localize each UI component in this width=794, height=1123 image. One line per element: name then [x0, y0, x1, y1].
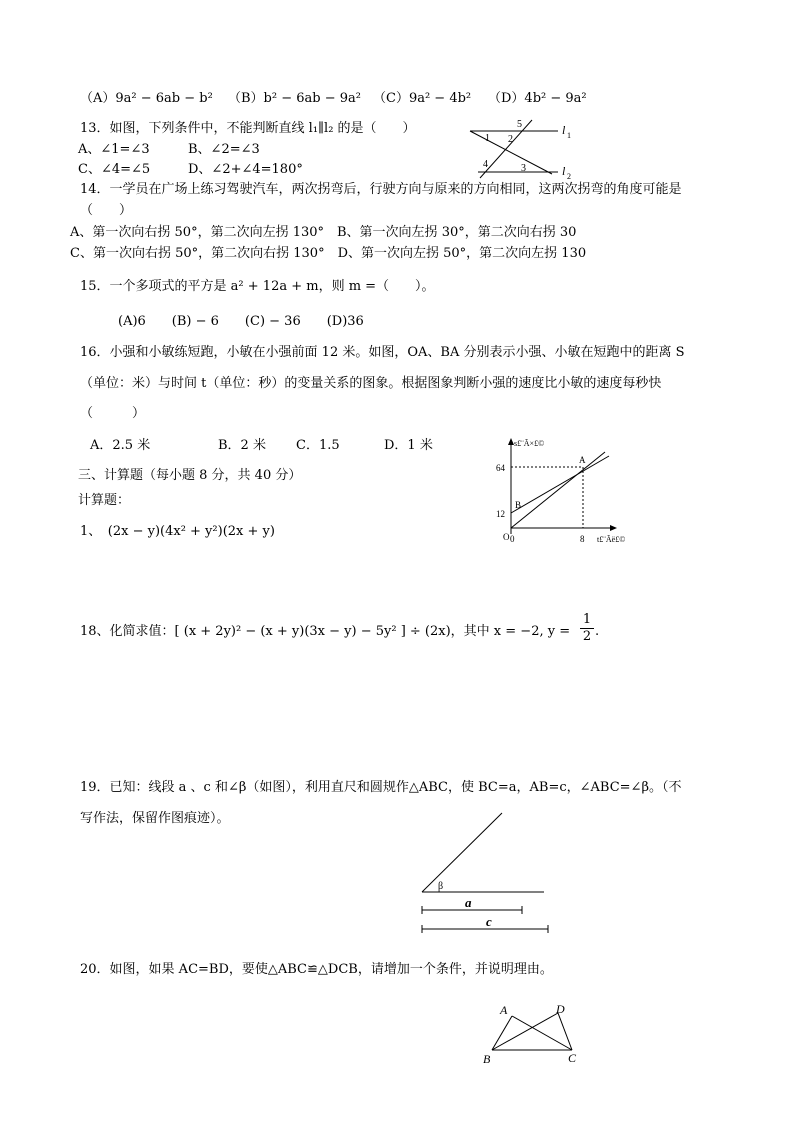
q13-option-a: A、∠1=∠3	[78, 142, 150, 157]
label-l2-sub: 2	[567, 172, 571, 181]
tick-8: 8	[580, 534, 585, 544]
line-OA	[511, 452, 605, 528]
y-axis-label: s£¨Ã×£©	[514, 439, 545, 448]
label-n4: 4	[483, 159, 488, 170]
q13-option-d: D、∠2+∠4=180°	[188, 162, 303, 177]
q16-option-a: A．2.5 米	[90, 438, 151, 453]
tick-64: 64	[496, 463, 505, 473]
vertex-C: C	[568, 1051, 577, 1065]
q14-paren: （ ）	[80, 203, 133, 218]
section3-title: 三、计算题（每小题 8 分，共 40 分）	[78, 468, 302, 483]
segment-AC	[512, 1016, 572, 1050]
label-l1: l	[562, 123, 566, 137]
q16-option-d: D．1 米	[384, 438, 433, 453]
label-n2: 2	[508, 134, 513, 145]
x-axis-label: t£¨Ãë£©	[597, 535, 626, 544]
fraction-denominator: 2	[582, 629, 592, 644]
segment-DC	[558, 1013, 572, 1050]
section3-subtitle: 计算题：	[78, 493, 131, 508]
label-l1-sub: 1	[567, 131, 571, 140]
q12-option-c: （C）9a² − 4b²	[373, 91, 472, 106]
segment-c-label: c	[486, 914, 492, 929]
tick-12: 12	[496, 509, 505, 519]
line-BA	[511, 456, 609, 513]
segment-DB	[492, 1013, 558, 1050]
point-B: B	[515, 500, 522, 510]
q13-option-c: C、∠4=∠5	[78, 162, 151, 177]
q13-stem: 13．如图，下列条件中，不能判断直线 l₁∥l₂ 的是（ ）	[80, 121, 416, 136]
q20-triangles-figure	[478, 1000, 588, 1070]
q19-line2: 写作法，保留作图痕迹）。	[80, 811, 230, 826]
q13-option-b: B、∠2=∠3	[188, 142, 260, 157]
x-axis-arrow	[610, 525, 617, 531]
point-A: A	[579, 455, 586, 465]
q18-fraction	[580, 612, 594, 645]
q16-paren: （ ）	[80, 406, 146, 421]
q14-options-cd: C、第一次向右拐 50°，第二次向右拐 130° D、第一次向左拐 50°，第二次向左拐 130	[70, 246, 587, 261]
q16-line1: 16．小强和小敏练短跑，小敏在小强前面 12 米。如图，OA、BA 分别表示小强、小敏在短跑中的距离 S	[80, 345, 685, 360]
q14-stem: 14．一学员在广场上练习驾驶汽车，两次拐弯后，行驶方向与原来的方向相同，这两次拐弯的角度可能是	[80, 182, 682, 197]
q18-end: .	[595, 624, 600, 639]
beta-label: β	[438, 881, 444, 892]
origin-O: O	[503, 532, 510, 542]
q16-line2: （单位：米）与时间 t（单位：秒）的变量关系的图象。根据图象判断小强的速度比小敏的速度每秒快	[80, 376, 662, 391]
q20-text: 20．如图，如果 AC=BD，要使△ABC≌△DCB，请增加一个条件，并说明理由。	[80, 962, 553, 977]
q12-option-b: （B）b² − 6ab − 9a²	[228, 91, 361, 106]
vertex-D: D	[556, 1002, 565, 1016]
segment-a-label: a	[465, 895, 472, 910]
q15-options: (A)6 (B) − 6 (C) − 36 (D)36	[118, 314, 364, 329]
fraction-numerator: 1	[582, 612, 592, 627]
vertex-B: B	[483, 1052, 491, 1066]
calc-problem-1: 1、 (2x − y)(4x² + y²)(2x + y)	[80, 524, 275, 539]
q16-distance-time-graph	[495, 434, 645, 546]
label-n3: 3	[521, 163, 526, 174]
label-n5: 5	[517, 119, 522, 130]
angle-ray-2	[422, 813, 502, 892]
vertex-A: A	[500, 1003, 508, 1017]
q14-options-ab: A、第一次向右拐 50°，第二次向左拐 130° B、第一次向左拐 30°，第二次向右拐 30	[70, 225, 577, 240]
q13-parallel-lines-figure	[460, 112, 585, 182]
q16-option-c: C．1.5	[296, 438, 340, 453]
label-l2: l	[562, 164, 566, 178]
q12-option-d: （D）4b² − 9a²	[488, 91, 587, 106]
q19-line1: 19．已知：线段 a 、c 和∠β（如图），利用直尺和圆规作△ABC，使 BC=a，AB=c，∠ABC=∠β。（不	[80, 780, 682, 795]
origin-zero: 0	[510, 534, 515, 544]
q12-option-a: （A）9a² − 6ab − b²	[80, 91, 213, 106]
q16-option-b: B．2 米	[218, 438, 266, 453]
label-n1: 1	[485, 133, 490, 144]
q19-construction-figure	[418, 810, 553, 935]
q18-text: 18、化简求值：[ (x + 2y)² − (x + y)(3x − y) − 5y² ] ÷ (2x)，其中 x = −2, y =	[80, 624, 571, 639]
q15-stem: 15．一个多项式的平方是 a² + 12a + m，则 m =（ ）。	[80, 279, 435, 294]
